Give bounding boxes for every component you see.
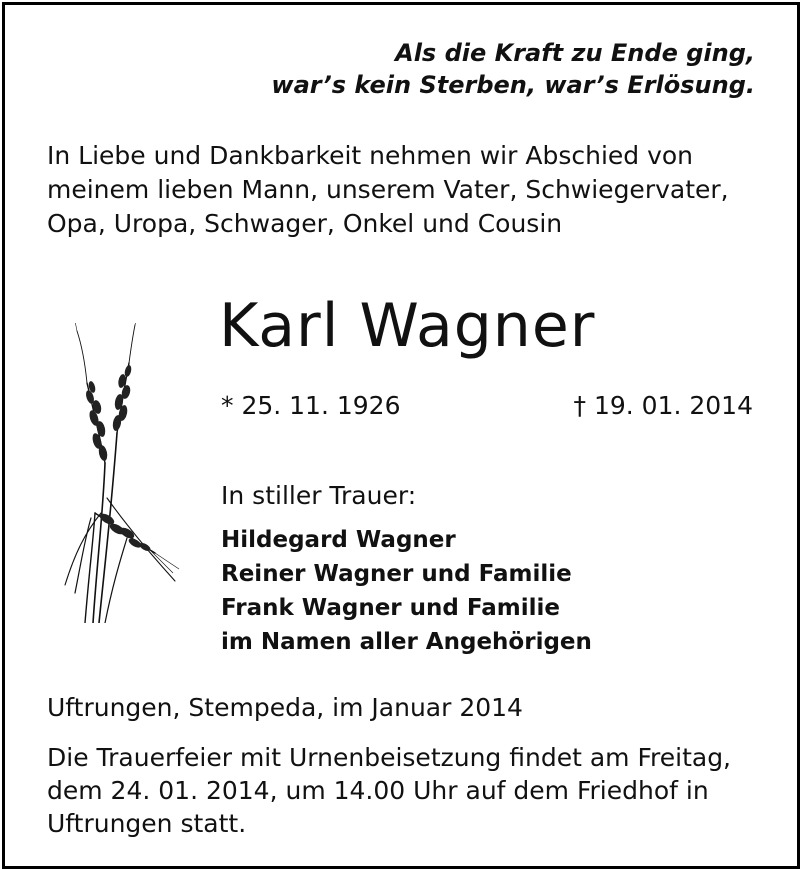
- place-date: Uftrungen, Stempeda, im Januar 2014: [47, 693, 523, 722]
- mourners-list: [221, 523, 592, 659]
- obituary-notice: [2, 2, 800, 869]
- intro-line: meinem lieben Mann, unserem Vater, Schwiegervater,: [47, 175, 729, 204]
- motto-line: Als die Kraft zu Ende ging,: [395, 39, 755, 67]
- funeral-line: dem 24. 01. 2014, um 14.00 Uhr auf dem Friedhof in: [47, 776, 709, 805]
- motto-line: war’s kein Sterben, war’s Erlösung.: [271, 71, 755, 99]
- intro-line: In Liebe und Dankbarkeit nehmen wir Abschied von: [47, 141, 694, 170]
- mourner-name: Reiner Wagner und Familie: [221, 561, 572, 587]
- mourning-label: In stiller Trauer:: [221, 481, 417, 510]
- funeral-notice: [47, 741, 767, 840]
- deceased-name: Karl Wagner: [219, 291, 596, 361]
- birth-date: * 25. 11. 1926: [221, 391, 401, 420]
- mourner-name: Hildegard Wagner: [221, 527, 456, 553]
- mourner-name: im Namen aller Angehörigen: [221, 629, 592, 655]
- mourner-name: Frank Wagner und Familie: [221, 595, 560, 621]
- funeral-line: Die Trauerfeier mit Urnenbeisetzung findet am Freitag,: [47, 743, 732, 772]
- wheat-sheaf-icon: [55, 323, 185, 623]
- intro-line: Opa, Uropa, Schwager, Onkel und Cousin: [47, 209, 563, 238]
- funeral-line: Uftrungen statt.: [47, 809, 247, 838]
- death-date: † 19. 01. 2014: [573, 391, 753, 420]
- motto-quote: [271, 37, 755, 101]
- intro-text: [47, 139, 767, 241]
